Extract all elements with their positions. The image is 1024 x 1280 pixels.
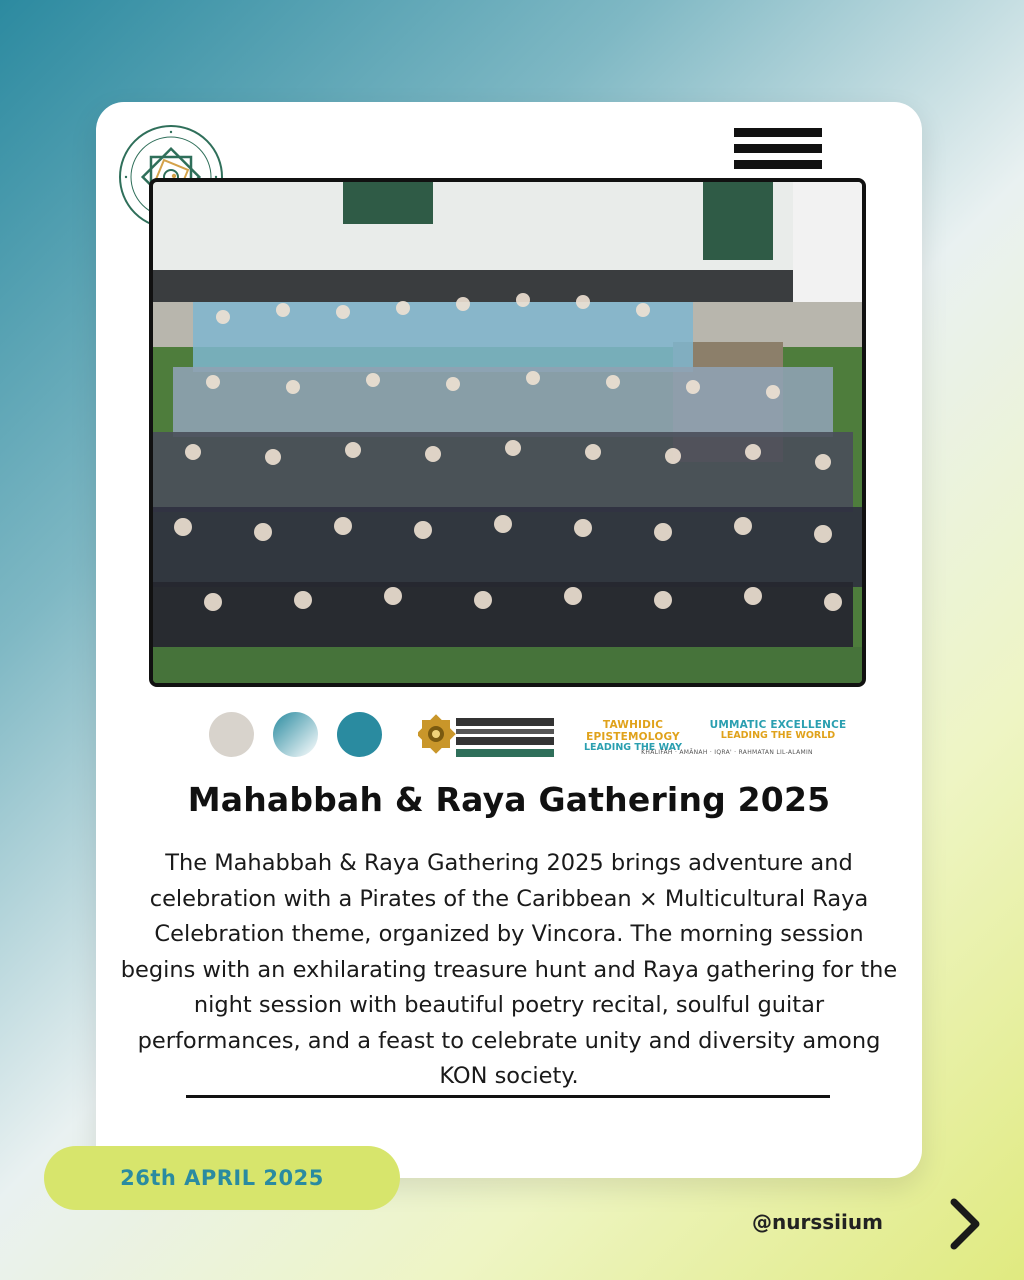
menu-bar xyxy=(734,144,822,153)
social-handle[interactable]: @nurssiium xyxy=(752,1210,883,1234)
menu-bar xyxy=(734,128,822,137)
color-swatch-gradient xyxy=(273,712,318,757)
tagline-right-sub: LEADING THE WORLD xyxy=(720,730,836,742)
group-photo xyxy=(149,178,866,687)
color-swatch-beige xyxy=(209,712,254,757)
tagline-left-sub: LEADING THE WAY xyxy=(584,742,682,754)
menu-bar xyxy=(734,160,822,169)
chevron-right-icon[interactable] xyxy=(944,1196,984,1252)
post-description: The Mahabbah & Raya Gathering 2025 brings adventure and celebration with a Pirates of the Caribbean × Multicultural Raya Celebration theme, organized by Vincora. The morning session begins with an exhilarating treasure hunt and Raya gathering for the night session with beautiful poetry recital, soulful guitar performances, and a feast to celebrate unity and diversity among KON society. xyxy=(120,850,898,1089)
divider xyxy=(186,1095,830,1098)
tagline-left-main: TAWHIDIC EPISTEMOLOGY xyxy=(586,719,680,744)
color-swatch-teal xyxy=(337,712,382,757)
post-title: Mahabbah & Raya Gathering 2025 xyxy=(187,780,831,819)
tagline-right-main: UMMATIC EXCELLENCE xyxy=(709,719,847,731)
hamburger-menu-icon[interactable] xyxy=(734,128,822,170)
date-badge: 26th APRIL 2025 xyxy=(44,1146,400,1210)
iium-logo xyxy=(418,712,558,760)
values-line: KHALIFAH · AMĀNAH · IQRA' · RAHMATAN LIL-ALAMIN xyxy=(641,749,813,756)
tagline-right xyxy=(706,719,850,742)
